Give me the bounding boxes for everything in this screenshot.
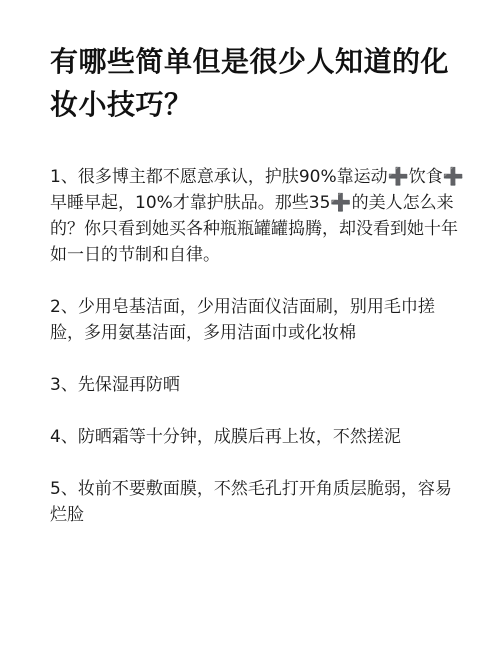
tip-paragraph-5: 5、妆前不要敷面膜，不然毛孔打开角质层脆弱，容易烂脸 [50, 479, 452, 525]
post-title: 有哪些简单但是很少人知道的化妆小技巧？ [50, 45, 450, 121]
tip-paragraph-2: 2、少用皂基洁面，少用洁面仪洁面刷，别用毛巾搓脸，多用氨基洁面，多用洁面巾或化妆棉 [50, 297, 435, 343]
tip-paragraph-1: 1、很多博主都不愿意承认，护肤90%靠运动➕饮食➕早睡早起，10%才靠护肤品。那些35➕的美人怎么来的？你只看到她买各种瓶瓶罐罐捣腾，却没看到她十年如一日的节制和自律。 [50, 167, 464, 265]
tip-paragraph-3: 3、先保湿再防晒 [50, 375, 180, 395]
tip-paragraph-4: 4、防晒霜等十分钟，成膜后再上妆，不然搓泥 [50, 427, 401, 447]
